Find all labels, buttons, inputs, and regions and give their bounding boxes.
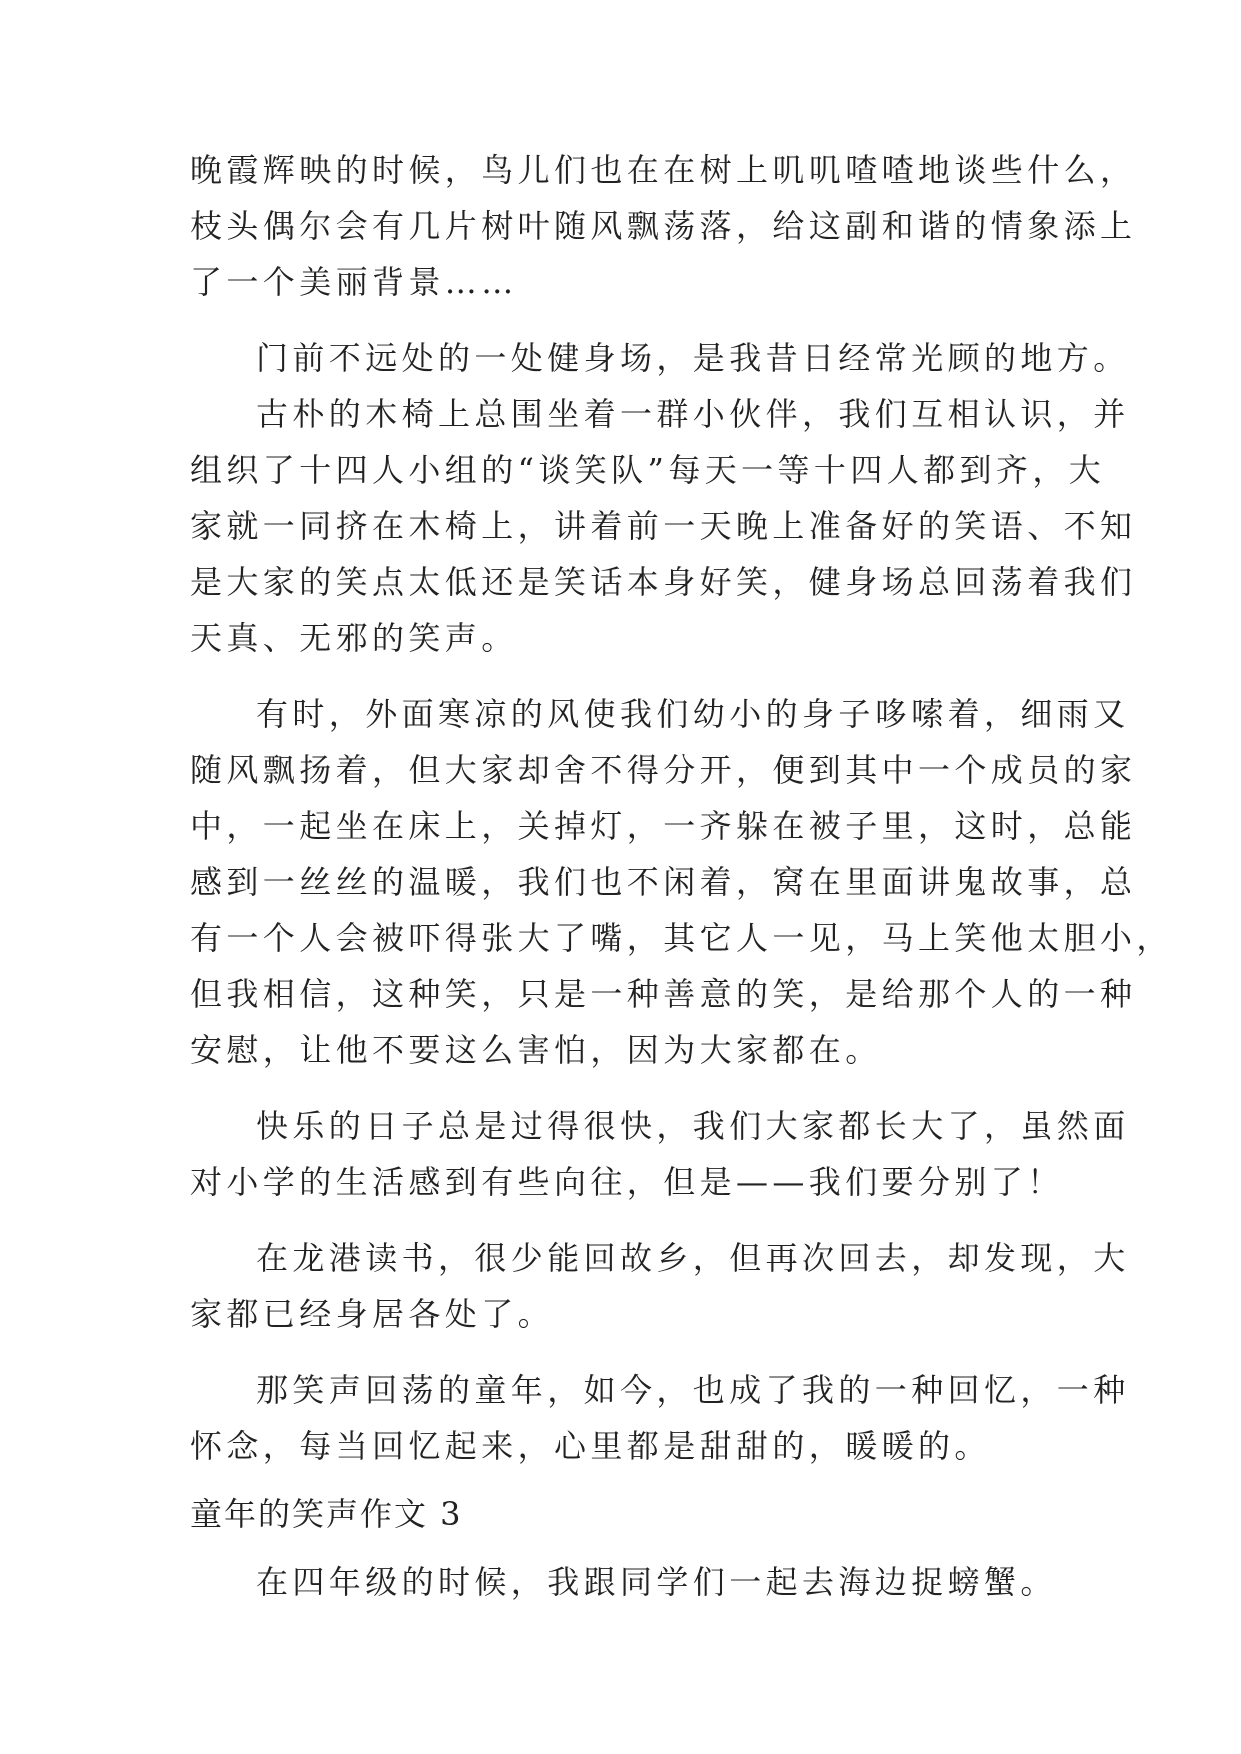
text-line: 安慰，让他不要这么害怕，因为大家都在。 (190, 1031, 882, 1069)
text-line: 家就一同挤在木椅上，讲着前一天晚上准备好的笑语、不知 (190, 507, 1137, 545)
section-heading: 童年的笑声作文 3 (190, 1495, 463, 1533)
text-line: 感到一丝丝的温暖，我们也不闲着，窝在里面讲鬼故事，总 (190, 863, 1137, 901)
text-line: 枝头偶尔会有几片树叶随风飘荡落，给这副和谐的情象添上 (190, 207, 1137, 245)
text-line: 在龙港读书，很少能回故乡，但再次回去，却发现，大 (256, 1239, 1130, 1277)
text-line: 是大家的笑点太低还是笑话本身好笑，健身场总回荡着我们 (190, 563, 1137, 601)
text-line: 那笑声回荡的童年，如今，也成了我的一种回忆，一种 (256, 1371, 1130, 1409)
text-line: 了一个美丽背景…… (190, 263, 518, 301)
text-line: 怀念，每当回忆起来，心里都是甜甜的，暖暖的。 (190, 1427, 991, 1465)
text-line: 但我相信，这种笑，只是一种善意的笑，是给那个人的一种 (190, 975, 1137, 1013)
text-line: 古朴的木椅上总围坐着一群小伙伴，我们互相认识，并 (256, 395, 1130, 433)
text-line: 晚霞辉映的时候，鸟儿们也在在树上叽叽喳喳地谈些什么， (190, 151, 1137, 189)
text-line: 组织了十四人小组的“谈笑队”每天一等十四人都到齐，大 (190, 451, 1106, 489)
text-line: 门前不远处的一处健身场，是我昔日经常光顾的地方。 (256, 339, 1130, 377)
text-line: 家都已经身居各处了。 (190, 1295, 555, 1333)
text-line: 有时，外面寒凉的风使我们幼小的身子哆嗦着，细雨又 (256, 695, 1130, 733)
text-line: 天真、无邪的笑声。 (190, 619, 518, 657)
text-line: 对小学的生活感到有些向往，但是——我们要分别了！ (190, 1163, 1064, 1201)
text-line: 中，一起坐在床上，关掉灯，一齐躲在被子里，这时，总能 (190, 807, 1137, 845)
text-line: 快乐的日子总是过得很快，我们大家都长大了，虽然面 (256, 1107, 1130, 1145)
text-line: 随风飘扬着，但大家却舍不得分开，便到其中一个成员的家 (190, 751, 1137, 789)
text-line: 有一个人会被吓得张大了嘴，其它人一见，马上笑他太胆小， (190, 919, 1173, 957)
text-line: 在四年级的时候，我跟同学们一起去海边捉螃蟹。 (256, 1563, 1057, 1601)
